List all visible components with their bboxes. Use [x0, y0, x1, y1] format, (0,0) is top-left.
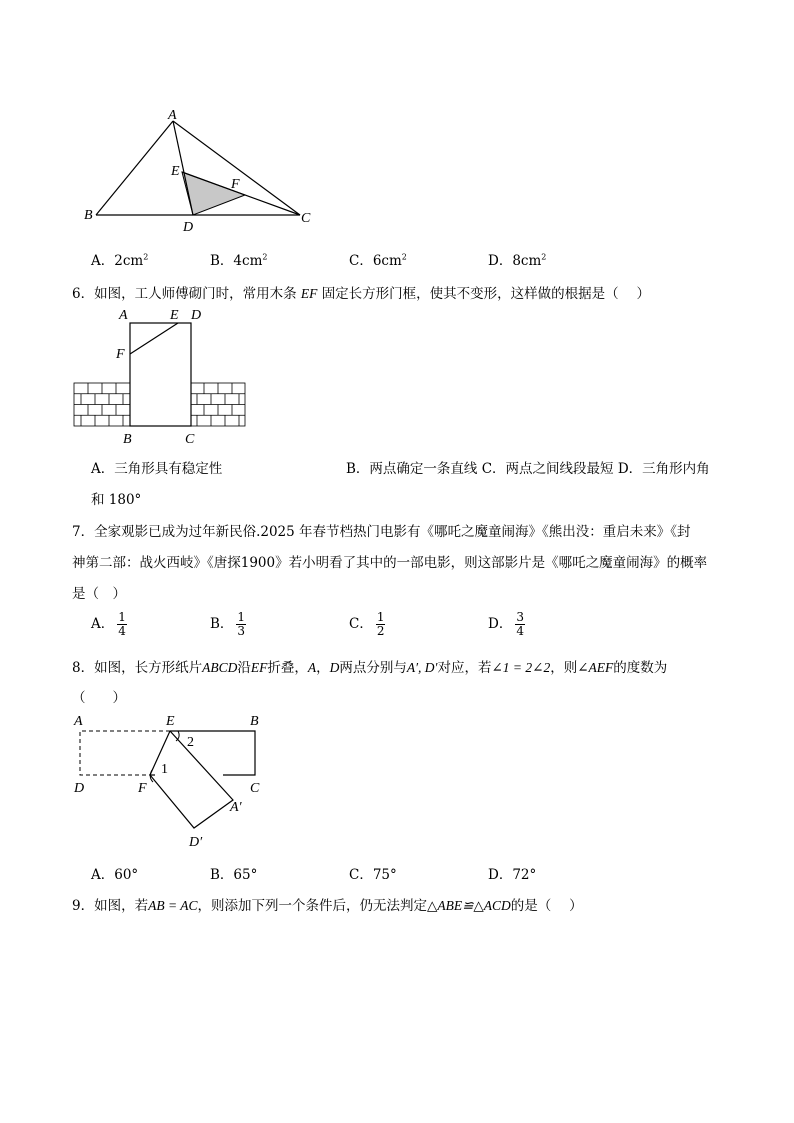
q6-option-d-cont: 和 180° — [91, 492, 142, 508]
q8-label-d-prime: D′ — [189, 835, 203, 850]
q7-line3: 是（ ） — [72, 586, 126, 602]
q8-stem: 8．如图，长方形纸片ABCD沿EF折叠，A，D两点分别与A′, D′对应，若∠1 = 2∠2，则∠AEF的度数为 — [72, 660, 668, 676]
q5-label-a: A — [168, 108, 177, 123]
q5-option-a[interactable]: A．$2cm^2$ — [91, 252, 149, 269]
q5-option-d[interactable]: D．$8cm^2$ — [488, 252, 547, 269]
q8-figure — [70, 710, 270, 855]
q6-stem: 6．如图，工人师傅砌门时，常用木条 EF 固定长方形门框，使其不变形，这样做的根据是（ ） — [72, 286, 650, 302]
q8-option-b[interactable]: B．65° — [210, 867, 258, 883]
q8-label-two: 2 — [187, 735, 194, 750]
q5-label-c: C — [301, 211, 311, 226]
q7-option-a[interactable]: A． $\frac{1}{4}$ — [91, 610, 126, 638]
q7-line2: 神第二部：战火西岐》《唐探1900》若小明看了其中的一部电影，则这部影片是《哪吒之魔童闹海》的概率 — [72, 555, 708, 571]
q8-label-one: 1 — [161, 762, 168, 777]
q8-label-d: D — [74, 781, 85, 796]
q8-label-a-prime: A′ — [230, 800, 242, 815]
q5-label-d: D — [183, 220, 194, 235]
q8-label-e: E — [166, 714, 175, 729]
q8-option-c[interactable]: C．75° — [349, 867, 397, 883]
q5-label-f: F — [231, 177, 240, 192]
q6-option-a[interactable]: A．三角形具有稳定性 — [91, 461, 223, 477]
q7-line1: 7．全家观影已成为过年新民俗.2025 年春节档热门电影有《哪吒之魔童闹海》《熊出没：重启未来》《封 — [72, 524, 691, 540]
q5-figure — [80, 105, 320, 235]
q6-label-c: C — [185, 432, 195, 447]
q6-label-e: E — [170, 308, 179, 323]
q6-label-a: A — [119, 308, 128, 323]
q8-option-d[interactable]: D．72° — [488, 867, 537, 883]
q6-figure — [72, 302, 252, 448]
q9-stem: 9．如图，若AB = AC，则添加下列一个条件后，仍无法判定△ABE≌△ACD的是（ ） — [72, 898, 583, 914]
q6-label-b: B — [123, 432, 132, 447]
q5-option-c[interactable]: C．$6cm^2$ — [349, 252, 407, 269]
q6-left-wall — [74, 383, 130, 426]
q8-dashed-outline — [80, 731, 170, 775]
q5-option-b[interactable]: B．$4cm^2$ — [210, 252, 268, 269]
q8-option-a[interactable]: A．60° — [91, 867, 139, 883]
q7-option-b[interactable]: B． $\frac{1}{3}$ — [210, 610, 246, 638]
q6-option-bcd[interactable]: B．两点确定一条直线 C．两点之间线段最短 D．三角形内角 — [346, 461, 710, 477]
q8-label-f: F — [138, 781, 147, 796]
q6-label-f: F — [116, 347, 125, 362]
q8-label-a: A — [74, 714, 83, 729]
q5-label-e: E — [171, 164, 180, 179]
q8-stem-line2: （ ） — [72, 690, 126, 706]
q6-door-frame — [130, 323, 191, 426]
q6-label-d: D — [191, 308, 202, 323]
q8-label-b: B — [250, 714, 259, 729]
q7-option-c[interactable]: C． $\frac{1}{2}$ — [349, 610, 385, 638]
q5-label-b: B — [84, 208, 93, 223]
q6-right-wall — [191, 383, 245, 426]
q7-option-d[interactable]: D． $\frac{3}{4}$ — [488, 610, 524, 638]
q8-label-c: C — [250, 781, 260, 796]
